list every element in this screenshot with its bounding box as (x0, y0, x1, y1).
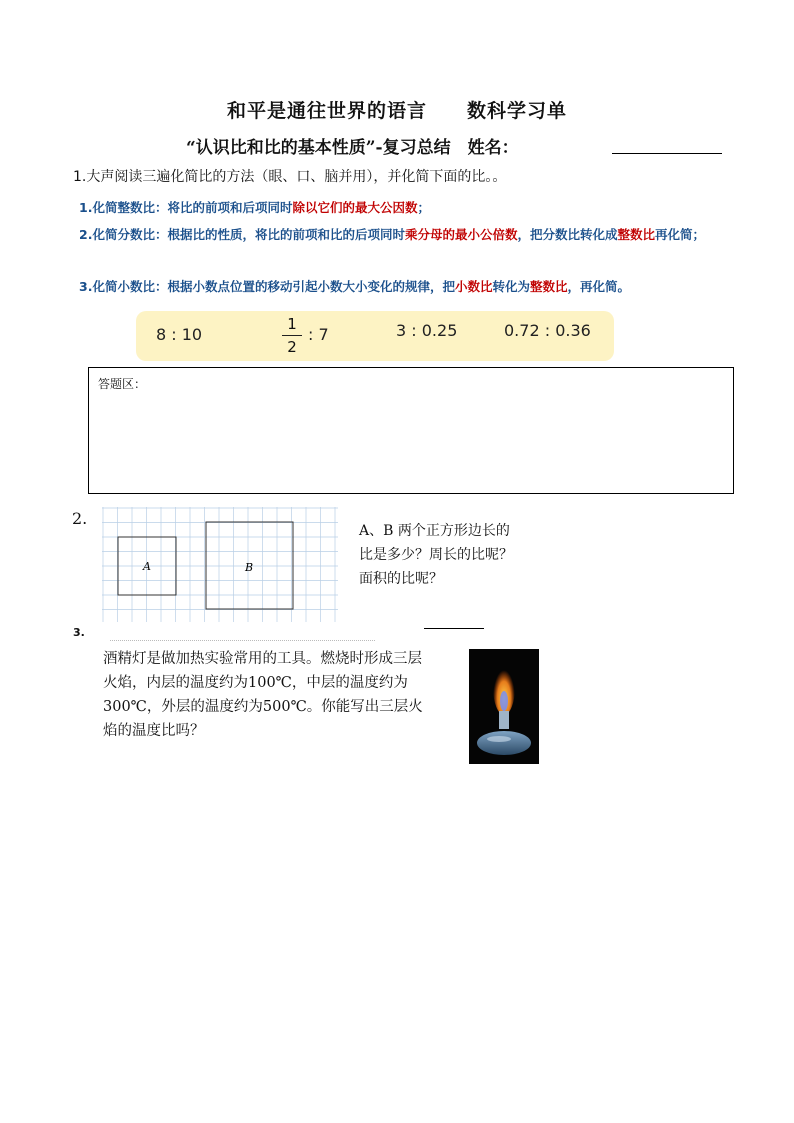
question-1-prompt: 1.大声阅读三遍化简比的方法（眼、口、脑并用），并化简下面的比。。 (73, 169, 507, 185)
dotted-rule (110, 640, 375, 641)
square-b-label: B (244, 561, 254, 574)
fraction-numerator: 1 (287, 315, 297, 333)
grid-lines (102, 507, 338, 622)
method-highlight: 整数比 (617, 227, 655, 242)
method-text: 转化为 (492, 279, 530, 294)
method-text: 2.化简分数比：根据比的性质，将比的前项和比的后项同时 (79, 227, 405, 242)
answer-area[interactable] (88, 367, 734, 494)
exercise-ratio-3: 3 : 0.25 (396, 321, 458, 340)
method-integer-ratio (79, 197, 741, 219)
exercise-ratio-1: 8 : 10 (156, 325, 203, 344)
fraction-denominator: 2 (287, 338, 297, 356)
method-text: 1.化简整数比：将比的前项和后项同时 (79, 200, 293, 215)
alcohol-lamp-photo (469, 649, 539, 764)
method-text: ，把分数比转化成 (517, 227, 618, 242)
method-highlight: 除以它们的最大公因数 (292, 200, 418, 215)
method-highlight: 乘分母的最小公倍数 (404, 227, 518, 242)
method-text: ； (417, 200, 430, 215)
lamp-wick-holder (499, 711, 509, 729)
square-a-label: A (143, 560, 151, 573)
answer-area-label: 答题区： (98, 377, 147, 391)
square-grid-figure (102, 507, 338, 622)
exercise-ratio-4: 0.72 : 0.36 (504, 321, 591, 340)
method-text: 3.化简小数比：根据小数点位置的移动引起小数大小变化的规律，把 (79, 279, 455, 294)
method-text: 再化简； (655, 227, 706, 242)
flame-inner (500, 691, 508, 711)
method-text: ，再化简。 (567, 279, 631, 294)
page-title: 和平是通往世界的语言 数科学习单 (226, 100, 567, 122)
question-2-number: 2. (72, 509, 88, 528)
page-subtitle: “认识比和比的基本性质”-复习总结 姓名： (186, 138, 519, 158)
question-3-text: 酒精灯是做加热实验常用的工具。燃烧时形成三层火焰，内层的温度约为100℃，中层的温度约为300℃，外层的温度约为500℃。你能写出三层火焰的温度比吗？ (103, 651, 423, 739)
decorative-line (424, 628, 484, 629)
question-2-text: A、B 两个正方形边长的比是多少？周长的比呢？面积的比呢？ (359, 523, 513, 587)
lamp-highlight (487, 736, 511, 742)
exercise-ratio-2-rest: : 7 (308, 325, 329, 344)
fraction-bar (282, 335, 302, 336)
exercise-fraction-half (282, 315, 302, 356)
lamp-body (477, 731, 531, 755)
exercise-ratios-box (136, 311, 614, 361)
question-3-number: 3. (73, 626, 85, 639)
method-highlight: 整数比 (529, 279, 568, 294)
method-highlight: 小数比 (454, 279, 493, 294)
name-blank-line[interactable] (612, 153, 722, 154)
method-fraction-ratio (79, 224, 741, 246)
method-decimal-ratio (79, 276, 741, 298)
